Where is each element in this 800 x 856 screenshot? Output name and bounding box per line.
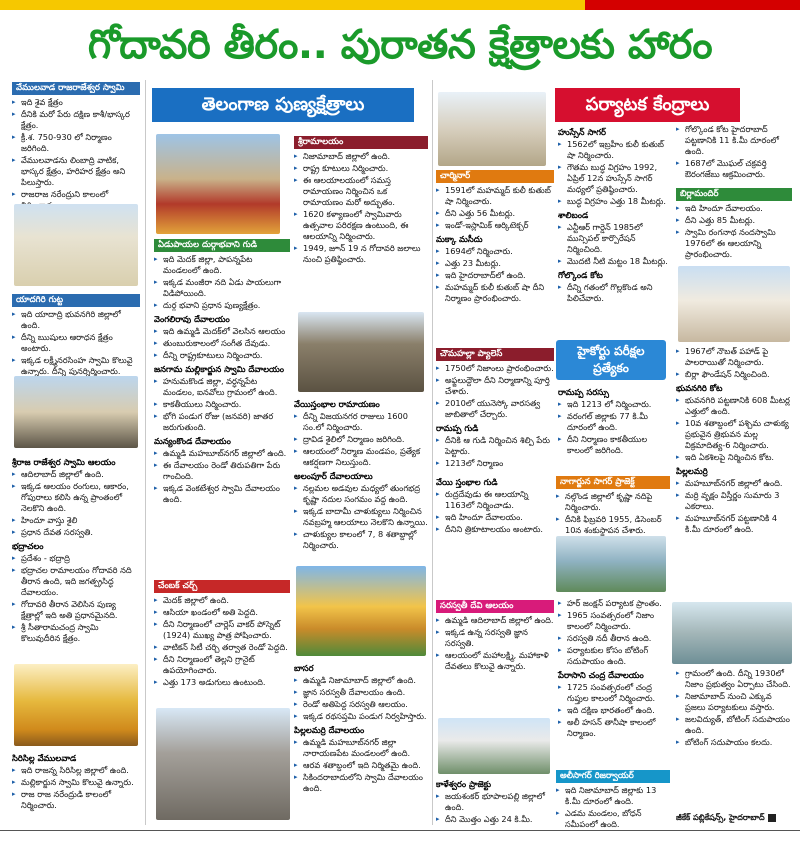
section-heading: శ్రీరాజ రాజేశ్వర స్వామి ఆలయం: [12, 457, 116, 467]
list-item: ▸ ఇది 1213 లో నిర్మించారు.: [558, 399, 670, 410]
yadagiri-label: యాదగిరి గుట్ట: [12, 294, 140, 307]
medak-church-label: చేంబక్ చర్చ్: [154, 580, 290, 593]
nizamsagar-dam-photo: [672, 602, 792, 664]
publisher-credit: [676, 813, 776, 824]
section-heading: హుస్సేన్ సాగర్: [558, 127, 606, 137]
list-item: ▸ నల్లమల అడవుల మధ్యలో తుంగభద్ర కృష్ణా నదుల సంగమం వద్ద ఉంది.: [294, 483, 428, 505]
list-item: ▸ అలీ హసన్ తానీషా కాలంలో నిర్మాణం.: [558, 717, 670, 739]
list-item: ▸ మల్లికార్జున స్వామి కొలువై ఉన్నారు.: [12, 777, 140, 788]
list-item: ▸ జయశంకర్ భూపాలపల్లి జిల్లాలో ఉంది.: [436, 791, 554, 813]
section-heading: రామప్ప సరస్సు: [558, 387, 610, 397]
list-item: ▸ క్రీ.శ. 750-930 లో నిర్మాణం జరిగింది.: [12, 132, 140, 154]
list-item: ▸ దీనిని త్రికూటాలయం అంటారు.: [436, 524, 554, 535]
column-4-saraswati: [436, 598, 554, 716]
list-item: ▸ ఇది దక్షిణ భారతంలో ఉంది.: [558, 705, 670, 716]
sriramalayam-label: శ్రీరామాలయం: [294, 136, 428, 149]
section-heading: మన్యంకొండ దేవాలయం: [154, 436, 231, 446]
list-item: ▸ ఇది హైదరాబాద్‌లో ఉంది.: [436, 270, 554, 281]
list-item: ▸ ఆసియా ఖండంలో అతి పెద్దది.: [154, 607, 290, 618]
medak-church-photo: [156, 708, 290, 820]
section-heading: వెంగలిరావు దేవాలయం: [154, 314, 230, 324]
list-item: ▸ దీనికి ఆ గుడి నిర్మించిన శిల్పి పేరు పెట్టారు.: [436, 435, 554, 457]
page-headline: గోదావరి తీరం.. పురాతన క్షేత్రాలకు హారం: [87, 22, 713, 68]
list-item: ▸ కాకతీయులు నిర్మించారు.: [154, 399, 290, 410]
list-item: ▸ ఇది హిందూ దేవాలయం.: [676, 203, 792, 214]
section-heading: వేయి స్తంభాల గుడి: [436, 477, 498, 487]
list-item: ▸ బుద్ధ విగ్రహం ఎత్తు 18 మీటర్లు.: [558, 196, 670, 207]
list-item: ▸ సరస్వతి నదీ తీరాన ఉంది.: [558, 633, 670, 644]
chowmahalla-label: చౌమహల్లా ప్యాలెస్: [436, 348, 554, 361]
list-item: ▸ ఇది ఉమ్మడి మెదక్‌లో వెలసిన ఆలయం: [154, 326, 290, 337]
list-item: ▸ 2010లో యునెస్కో వారసత్వ జాబితాలో చేర్చారు.: [436, 398, 554, 420]
column-2-top: [154, 237, 290, 577]
edupayala-festival-photo: [156, 134, 280, 234]
list-item: ▸ రాష్ట్ర కూటులు నిర్మించారు.: [294, 163, 428, 174]
list-item: ▸ ఇది యాదాద్రి భువనగిరి జిల్లాలో ఉంది.: [12, 309, 140, 331]
column-4-top: [436, 168, 554, 344]
list-item: ▸ గోల్కొండ కోట హైదరాబాద్ పట్టణానికి 11 కి.మీ దూరంలో ఉంది.: [676, 124, 792, 157]
list-item: ▸ ఆదిలాబాద్ జిల్లాలో ఉంది.: [12, 469, 140, 480]
list-item: ▸ భద్రాచల రామాలయం గోదావరి నది తీరాన ఉంది, ఇది జగత్ప్రసిద్ధ దేవాలయం.: [12, 565, 140, 598]
column-6-top: [676, 124, 792, 186]
list-item: ▸ వాటికన్ సిటీ చర్చి తర్వాత రెండో పెద్దది.: [154, 642, 290, 653]
basara-shrine-photo: [296, 566, 426, 656]
list-item: ▸ దీన్ని రాష్ట్రకూటులు నిర్మించారు.: [154, 350, 290, 361]
list-item: ▸ రెండో అతిపెద్ద సరస్వతి ఆలయం.: [294, 699, 428, 710]
list-item: ▸ రుద్రదేవుడు ఈ ఆలయాన్ని 1163లో నిర్మించాడు.: [436, 489, 554, 511]
list-item: ▸ దీన్ని గతంలో గొల్లకొండ అని పిలిచేవారు.: [558, 282, 670, 304]
list-item: ▸ ఉమ్మడి నిజామాబాద్ జిల్లాలో ఉంది.: [294, 675, 428, 686]
list-item: ▸ 1949, జూన్ 19 న గోదావరి జలాలు నుంచి ప్రతిష్ఠించారు.: [294, 243, 428, 265]
list-item: ▸ ఎడమ మండలం, బోధన్ సమీపంలో ఉంది.: [556, 808, 670, 830]
column-1-top: [12, 80, 140, 200]
list-item: ▸ ఇక్కడ ఉన్న సరస్వతి జ్ఞాన సరస్వతి.: [436, 627, 554, 649]
list-item: ▸ 1725 సంవత్సరంలో చంద్ర గుప్తుల కాలంలో నిర్మించారు.: [558, 682, 670, 704]
list-item: ▸ జ్ఞాన సరస్వతీ దేవాలయం ఉంది.: [294, 687, 428, 698]
list-item: ▸ పర్యాటకుల కోసం బోటింగ్ సదుపాయం ఉంది.: [558, 645, 670, 667]
list-item: ▸ 1965 సంవత్సరంలో నిజాం కాలంలో నిర్మించారు.: [558, 610, 670, 632]
top-strip-red: [585, 0, 800, 10]
list-item: ▸ ఉమ్మడి మహబూబ్‌నగర్ జిల్లా నారాయణపేట మండలంలో ఉంది.: [294, 737, 428, 759]
gopuram-photo: [438, 718, 550, 774]
list-item: ▸ ఇది శైవ క్షేత్రం: [12, 97, 140, 108]
telangana-shrines-banner: తెలంగాణ పుణ్యక్షేత్రాలు: [152, 88, 414, 122]
list-item: ▸ దీని ఎత్తు 56 మీటర్లు.: [436, 208, 554, 219]
list-item: ▸ ఇక్కడ లక్ష్మీనరసింహ స్వామి కొలువై ఉన్నారు. దీన్ని పునర్నిర్మించారు.: [12, 355, 140, 377]
list-item: ▸ ఇక్కడ మంజీరా నది ఏడు పాయలుగా విడిపోయింది.: [154, 277, 290, 299]
list-item: ▸ 1750లో నిజాంలు ప్రారంభించారు.: [436, 363, 554, 374]
nagarjuna-sagar-label: నాగార్జున సాగర్ ప్రాజెక్ట్: [556, 476, 670, 489]
column-5-top: [558, 124, 670, 336]
list-item: ▸ 1591లో మహమ్మద్ కులీ కుతుబ్ షా నిర్మించారు.: [436, 185, 554, 207]
list-item: ▸ తుంబురుకాలంలో సంగీత దేవుడు.: [154, 338, 290, 349]
column-1-middle: [12, 454, 140, 660]
top-strip-yellow: [0, 0, 585, 10]
list-item: ▸ భోగి పండుగ రోజు (జనవరి) జాతర జరుగుతుంది.: [154, 411, 290, 433]
column-6-birla: [676, 186, 792, 264]
credit-text: జీకేక్ పబ్లికేషన్స్, హైదరాబాద్: [676, 813, 765, 822]
list-item: ▸ ప్రదేశం - భద్రాద్రి: [12, 553, 140, 564]
list-item: ▸ హనుమకొండ జిల్లా, వర్ధన్నపేట మండలం, ఐనవోలు గ్రామంలో ఉంది.: [154, 376, 290, 398]
column-4-palace: [436, 346, 554, 472]
golden-idol-photo: [14, 664, 138, 746]
saraswati-label: సరస్వతీ దేవి ఆలయం: [436, 600, 554, 613]
list-item: ▸ ఇది మెదక్ జిల్లా, పాపన్నపేట మండలంలో ఉంది.: [154, 254, 290, 276]
list-item: ▸ చాళుక్యుల కాలంలో 7, 8 శతాబ్దాల్లో నిర్మించారు.: [294, 529, 428, 551]
section-heading: శాలిబండ: [558, 210, 589, 220]
vemulawada-temple-photo: [14, 204, 138, 286]
column-divider: [145, 80, 146, 825]
list-item: ▸ 1620 కళ్యాణంలో స్వామివారు ఉత్సవాల పరిరక్షణ ఉంటుంది, ఈ ఆలయాన్ని నిర్మించారు.: [294, 209, 428, 242]
list-item: ▸ మొదటి నీటి మట్టం 18 మీటర్లు.: [558, 256, 670, 267]
column-1-bottom: [12, 750, 140, 826]
highcourt-special-box: హైకోర్టు పరీక్షల ప్రత్యేకం: [556, 340, 666, 380]
list-item: ▸ దీని నిర్మాణంలో చార్లెస్ వాకర్ పోస్నెట్ (1924) ముఖ్య పాత్ర పోషించారు.: [154, 619, 290, 641]
list-item: ▸ రాజరాజ నరేంద్రుని కాలంలో: [12, 189, 140, 211]
list-item: ▸ ఈ దేవాలయం రెండో తిరుపతిగా పేరు గాంచింది.: [154, 460, 290, 482]
section-heading: భద్రాచలం: [12, 541, 44, 551]
column-5-nagarjuna: [556, 474, 670, 534]
list-item: ▸ సికిందరాబాదులోని స్వామి దేవాలయం ఉంది.: [294, 772, 428, 794]
list-item: ▸ మహబూబ్‌నగర్ పట్టణానికి 4 కి.మీ దూరంలో ఉంది.: [676, 513, 792, 535]
section-heading: జనగామ మల్లికార్జున స్వామి దేవాలయం: [154, 364, 285, 374]
list-item: ▸ దీని నిర్మాణంలో తెల్లని గ్రానైట్ ఉపయోగించారు.: [154, 654, 290, 676]
list-item: ▸ వేములవాడను లింబాద్రి వాటిక, భాస్కర క్షేత్రం, హరిహర క్షేత్రం అని పిలుస్తారు.: [12, 155, 140, 188]
list-item: ▸ ఆరవ శతాబ్దంలో ఇది నిర్మితమై ఉంది.: [294, 760, 428, 771]
section-heading: బాసర: [294, 663, 314, 673]
tourism-centers-banner: పర్యాటక కేంద్రాలు: [555, 88, 740, 122]
list-item: ▸ గోదావరి తీరాన వెలిసిన పుణ్య క్షేత్రాల్లో ఇది అతి ప్రధానమైనది.: [12, 599, 140, 621]
list-item: ▸ ఉమ్మడి ఆదిలాబాద్ జిల్లాలో ఉంది.: [436, 615, 554, 626]
section-heading: అలంపూర్ దేవాలయాలు: [294, 471, 373, 481]
column-5-middle: [558, 598, 670, 766]
list-item: ▸ దీనికి మరో పేరు దక్షిణ కాశీ/భాస్కర క్షేత్రం.: [12, 109, 140, 131]
list-item: ▸ అఫ్జలుద్దౌలా దీని నిర్మాణాన్ని పూర్తి చేశారు.: [436, 375, 554, 397]
list-item: ▸ ఇక్కడ ఆలయం రంగులు, ఆకారం, గోపురాలు కలిసి ఉన్న ప్రాంతంలో నెలకొని ఉంది.: [12, 481, 140, 514]
bottom-rule: [0, 830, 800, 831]
birla-mandir-label: బిర్లామందిర్: [676, 188, 792, 201]
list-item: ▸ ఎత్తు 173 అడుగులు ఉంటుంది.: [154, 677, 290, 688]
list-item: ▸ దీన్ని విజయనగర రాజులు 1600 సం.లో నిర్మించారు.: [294, 411, 428, 433]
list-item: ▸ మహమ్మద్ కులీ కుతుబ్ షా దీని నిర్మాణం ప్రారంభించారు.: [436, 282, 554, 304]
list-item: ▸ దీని ఎత్తు 85 మీటర్లు.: [676, 215, 792, 226]
column-5-ramappa: [558, 384, 670, 472]
section-heading: గోల్కొండ కోట: [558, 270, 603, 280]
section-heading: పిల్లలమర్రి దేవాలయం: [294, 725, 365, 735]
section-heading: సిరిసిల్ల వేములవాడ: [12, 753, 77, 763]
list-item: ▸ ఇక్కడ రథసప్తమి పండుగ నిర్వహిస్తారు.: [294, 711, 428, 722]
top-color-strip: [0, 0, 800, 10]
list-item: ▸ ఈ ఆలయాలయంలో సమస్త రామాయణం నిర్మించిన ఒక రామాయణం మరో అద్భుతం.: [294, 175, 428, 208]
list-item: ▸ హిందూ వాస్తు శైలి: [12, 515, 140, 526]
column-2-church: [154, 578, 290, 704]
list-item: ▸ ఆలయంలో నిర్మాణ మండపం, ప్రత్యేక ఆకర్షణగా నిలుస్తుంది.: [294, 446, 428, 468]
charminar-photo: [438, 92, 546, 166]
alisagar-label: అలీసాగర్ రిజర్వాయర్: [556, 770, 670, 783]
column-3-middle: [294, 396, 428, 562]
vemulawada-label: వేములవాడ రాజరాజేశ్వర స్వామి: [12, 82, 140, 95]
credit-square-icon: [768, 814, 776, 822]
list-item: ▸ ఇది రాజన్న సిరిసిల్ల జిల్లాలో ఉంది.: [12, 765, 140, 776]
list-item: ▸ శ్రీ సీతారామచంద్ర స్వామి కొలువుదీరిన క్షేత్రం.: [12, 622, 140, 644]
column-4-middle: [436, 474, 554, 592]
column-6-middle: [676, 346, 792, 598]
list-item: ▸ 10వ శతాబ్దంలో పశ్చిమ చాళుక్య ప్రభువైన త్రిభువన మల్ల విక్రమాదిత్య-6 నిర్మించారు.: [676, 418, 792, 451]
list-item: ▸ ఇండో-ఇస్లామిక్ ఆర్కిటెక్చర్: [436, 220, 554, 231]
list-item: ▸ మహబూబ్‌నగర్ జిల్లాలో ఉంది.: [676, 478, 792, 489]
list-item: ▸ 1967లో నౌబత్ పహాడ్ పై పాలరాయితో నిర్మించారు.: [676, 346, 792, 368]
list-item: ▸ దీన్ని ఋషులు ఆరాధన క్షేత్రం అంటారు.: [12, 332, 140, 354]
list-item: ▸ నల్గొండ జిల్లాలో కృష్ణా నదిపై నిర్మించారు.: [556, 491, 670, 513]
list-item: ▸ ఎన్టీఆర్ గార్డెన్ 1985లో మున్సిపల్ కార్పొరేషన్ నిర్మించింది.: [558, 222, 670, 255]
section-heading: వేయిస్తంభాల రామాయణం: [294, 399, 380, 409]
list-item: ▸ దీనికి ఫిబ్రవరి 1955, డిసెంబర్ 10న శంకుస్థాపన చేశారు.: [556, 514, 670, 536]
list-item: ▸ ఇది ఏకశిలపై నిర్మించిన కోట.: [676, 452, 792, 463]
column-1-yadagiri: [12, 292, 140, 376]
list-item: ▸ ఉమ్మడి మహబూబ్‌నగర్ జిల్లాలో ఉంది.: [154, 448, 290, 459]
list-item: ▸ 1694లో నిర్మించారు.: [436, 246, 554, 257]
list-item: ▸ వరంగల్ జిల్లాకు 77 కి.మీ దూరంలో ఉంది.: [558, 411, 670, 433]
column-3-bottom: [294, 660, 428, 826]
section-heading: మక్కా మసీదు: [436, 234, 483, 244]
list-item: ▸ ఇక్కడ వెంకటేశ్వర స్వామి దేవాలయం ఉంది.: [154, 483, 290, 505]
birla-mandir-photo: [678, 266, 790, 342]
list-item: ▸ నిజామాబాద్ నుంచి ఎక్కువ ప్రజలు పర్యాటకులు వస్తారు.: [676, 691, 792, 713]
list-item: ▸ ఇక్కడ బాదామీ చాళుక్యులు నిర్మించిన నవబ్రహ్మ ఆలయాలు నెలకొని ఉన్నాయి.: [294, 506, 428, 528]
section-heading: పిల్లలమర్రి: [676, 466, 708, 476]
list-item: ▸ ప్రధాన దేవత సరస్వతి.: [12, 527, 140, 538]
list-item: ▸ 1213లో నిర్మాణం: [436, 458, 554, 469]
column-5-bottom: [556, 768, 670, 829]
list-item: ▸ 1687లో మొఘల్ చక్రవర్తి ఔరంగజేబు ఆక్రమించారు.: [676, 158, 792, 180]
section-heading: రామప్ప గుడి: [436, 423, 479, 433]
list-item: ▸ బోటింగ్ సదుపాయం కలదు.: [676, 737, 792, 748]
list-item: ▸ గ్రామంలో ఉంది. దీన్ని 1930లో నిజాం ప్రభుత్వం ఏర్పాటు చేసింది.: [676, 668, 792, 690]
section-heading: పేరాసాని చంద్ర దేవాలయం: [558, 670, 644, 680]
list-item: ▸ ఎత్తు 23 మీటర్లు.: [436, 258, 554, 269]
list-item: ▸ దీని నిర్మాణం కాకతీయుల కాలంలో జరిగింది.: [558, 434, 670, 456]
list-item: ▸ దీని మొత్తం ఎత్తు 24 కి.మీ.: [436, 814, 554, 825]
stone-temple-photo: [298, 312, 424, 392]
yadagiri-temple-photo: [14, 376, 138, 448]
list-item: ▸ బిర్లా ఫౌండేషన్ నిర్మించింది.: [676, 369, 792, 380]
section-heading: కాళేశ్వరం ప్రాజెక్టు: [436, 779, 492, 789]
list-item: ▸ మర్రి వృక్షం విస్తీర్ణం సుమారు 3 ఎకరాలు.: [676, 490, 792, 512]
list-item: ▸ ఇది నిజామాబాద్ జిల్లాకు 13 కి.మీ దూరంలో ఉంది.: [556, 785, 670, 807]
list-item: ▸ భువనగిరి పట్టణానికి 608 మీటర్ల ఎత్తులో ఉంది.: [676, 395, 792, 417]
list-item: ▸ హర్ జంక్షన్ పర్యాటక ప్రాంతం.: [558, 598, 670, 609]
list-item: ▸ 1562లో ఇబ్రహీం కులీ కుతుబ్ షా నిర్మించారు.: [558, 139, 670, 161]
list-item: ▸ ఇది హిందూ దేవాలయం.: [436, 512, 554, 523]
list-item: ▸ గౌతమ బుద్ధ విగ్రహం 1992, ఏప్రిల్ 12న హుస్సేన్ సాగర్ మధ్యలో ప్రతిష్ఠించారు.: [558, 162, 670, 195]
list-item: ▸ దుర్గ భవాని ప్రధాన పుణ్యక్షేత్రం.: [154, 300, 290, 311]
list-item: ▸ మెదక్ జిల్లాలో ఉంది.: [154, 595, 290, 606]
section-heading: భువనగిరి కోట: [676, 383, 723, 393]
list-item: ▸ ఆలయంలో మహాలక్ష్మి, మహాకాళి దేవతలు కొలువై ఉన్నారు.: [436, 650, 554, 672]
list-item: ▸ ద్రావిడ శైలిలో నిర్మాణం జరిగింది.: [294, 434, 428, 445]
column-6-bottom: [676, 668, 792, 810]
column-divider: [432, 80, 433, 825]
list-item: ▸ జలవిద్యుత్, బోటింగ్ సదుపాయం ఉంది.: [676, 714, 792, 736]
charminar-label: చార్మినార్: [436, 170, 554, 183]
column-3-top: [294, 134, 428, 308]
list-item: ▸ రాజ రాజ నరేంద్రుడి కాలంలో నిర్మించారు.: [12, 789, 140, 811]
list-item: ▸ నిజామాబాద్ జిల్లాలో ఉంది.: [294, 151, 428, 162]
list-item: ▸ స్వామి రంగనాథ నందస్వామి 1976లో ఈ ఆలయాన్ని ప్రారంభించారు.: [676, 227, 792, 260]
column-4-bottom: [436, 776, 554, 826]
nagarjuna-dam-photo: [556, 536, 666, 592]
edupayala-label: ఏడుపాయల దుర్గాభవాని గుడి: [154, 239, 290, 252]
